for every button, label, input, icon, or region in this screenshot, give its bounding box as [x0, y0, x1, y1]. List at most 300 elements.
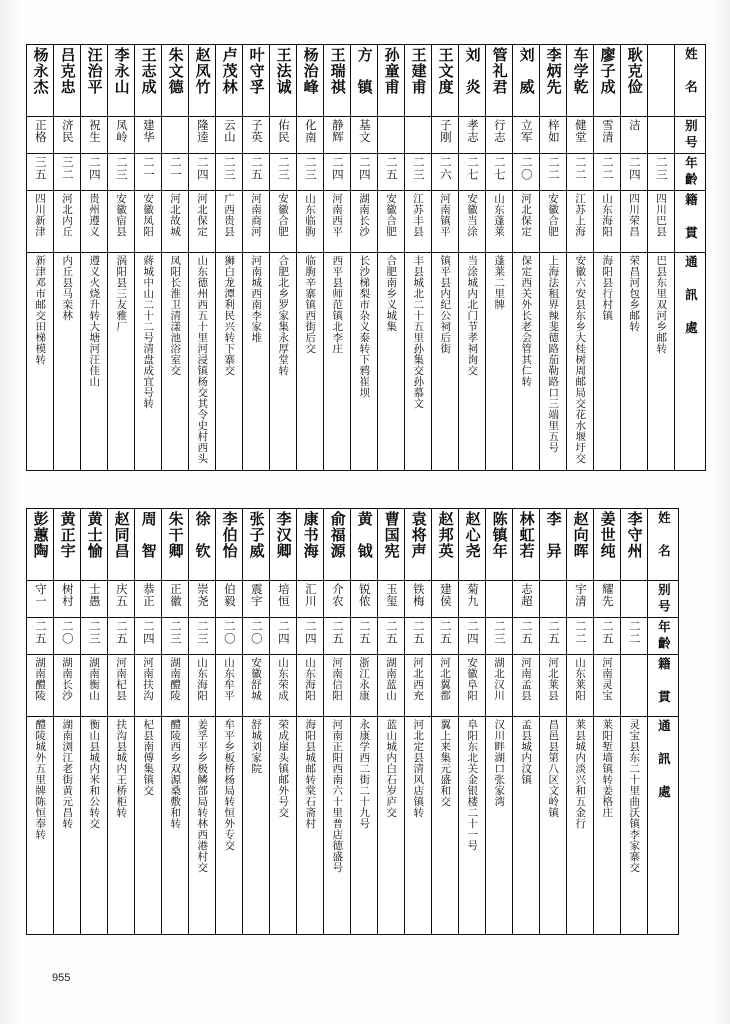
cell-address-5-text: 蔣城中山二十二号清盘成宜号转 — [142, 255, 155, 409]
cell-name-22-text: 廖子成 — [598, 47, 617, 95]
cell-address-23 — [621, 717, 648, 935]
cell-alias-7-text: 崇尧 — [195, 583, 210, 607]
cell-name-18 — [486, 45, 513, 117]
cell-origin-18 — [486, 191, 513, 253]
cell-age-8 — [216, 154, 243, 191]
cell-alias-5-text: 建华 — [141, 119, 156, 143]
cell-address-19-text: 保定西关外长老会管其仁转 — [520, 255, 533, 387]
cell-alias-11 — [297, 117, 324, 154]
cell-alias-11-text: 汇川 — [303, 583, 318, 607]
header-age — [675, 154, 706, 191]
cell-age-7 — [189, 618, 216, 655]
cell-address-7 — [189, 717, 216, 935]
cell-age-13-text: 二四 — [357, 156, 372, 181]
cell-age-11-text: 二三 — [303, 156, 318, 181]
header-alias-text: 别号 — [656, 583, 672, 616]
row-origin — [27, 191, 706, 253]
cell-alias-11 — [297, 581, 324, 618]
cell-origin-17 — [459, 191, 486, 253]
cell-age-5-text: 二四 — [141, 620, 156, 645]
cell-origin-3-text: 贵州遵义 — [88, 193, 101, 237]
cell-name-21-text: 赵向晖 — [571, 511, 590, 559]
cell-origin-8-text: 山东牟平 — [223, 657, 236, 701]
cell-age-2 — [54, 154, 81, 191]
cell-address-22 — [594, 717, 621, 935]
cell-alias-2-text: 济民 — [60, 119, 75, 143]
cell-alias-13 — [351, 117, 378, 154]
cell-address-9 — [243, 717, 270, 935]
cell-address-3-text: 遵义火烧升转大塘河汪佳山 — [88, 255, 101, 387]
cell-age-15-text: 二五 — [411, 620, 426, 645]
cell-age-22 — [594, 154, 621, 191]
cell-origin-22 — [594, 655, 621, 717]
cell-age-17-text: 二四 — [465, 620, 480, 645]
cell-origin-19 — [513, 191, 540, 253]
cell-age-18-text: 二七 — [492, 156, 507, 181]
cell-address-3-text: 衡山县城内米和公转交 — [88, 719, 101, 829]
cell-alias-21 — [567, 117, 594, 154]
cell-age-14 — [378, 154, 405, 191]
cell-origin-7-text: 河北保定 — [196, 193, 209, 237]
cell-address-9 — [243, 253, 270, 471]
row-age — [27, 618, 679, 655]
cell-address-9-text: 河南城西南李家堆 — [250, 255, 263, 343]
cell-name-17-text: 刘 炎 — [463, 47, 482, 95]
cell-origin-1-text: 四川新津 — [34, 193, 47, 237]
cell-alias-12-text: 静辉 — [330, 119, 345, 143]
cell-name-7 — [189, 45, 216, 117]
cell-address-21 — [567, 717, 594, 935]
cell-address-8 — [216, 253, 243, 471]
row-name — [27, 45, 706, 117]
cell-name-7 — [189, 509, 216, 581]
cell-origin-11 — [297, 655, 324, 717]
cell-alias-13-text: 基文 — [357, 119, 372, 143]
cell-name-15 — [405, 45, 432, 117]
cell-origin-8 — [216, 191, 243, 253]
cell-age-2 — [54, 618, 81, 655]
cell-alias-15-text: 铁梅 — [411, 583, 426, 607]
cell-age-14-text: 二五 — [384, 620, 399, 645]
cell-address-23-text: 荣昌河包乡邮转 — [628, 255, 641, 332]
header-address — [675, 253, 706, 471]
cell-age-2-text: 三二 — [60, 156, 75, 181]
cell-name-4 — [108, 509, 135, 581]
cell-age-17-text: 二七 — [465, 156, 480, 181]
cell-address-14 — [378, 717, 405, 935]
cell-alias-15 — [405, 581, 432, 618]
cell-age-12 — [324, 154, 351, 191]
cell-origin-21 — [567, 191, 594, 253]
cell-name-8-text: 李伯怡 — [220, 511, 239, 559]
cell-address-11-text: 海阳县城邮转棠石斋村 — [304, 719, 317, 829]
cell-alias-13-text: 锐侬 — [357, 583, 372, 607]
cell-name-22 — [594, 509, 621, 581]
cell-address-11 — [297, 717, 324, 935]
cell-address-18-text: 汉川畔湖口张家湾 — [493, 719, 506, 807]
cell-alias-14 — [378, 117, 405, 154]
cell-origin-20-text: 河北莱县 — [547, 657, 560, 701]
cell-name-23 — [621, 45, 648, 117]
cell-name-1 — [27, 509, 54, 581]
cell-age-23-text: 二四 — [627, 156, 642, 181]
cell-alias-17 — [459, 581, 486, 618]
cell-origin-18 — [486, 655, 513, 717]
cell-age-20-text: 二五 — [546, 620, 561, 645]
cell-age-19 — [513, 154, 540, 191]
cell-origin-13-text: 浙江永康 — [358, 657, 371, 701]
cell-address-13 — [351, 717, 378, 935]
cell-age-21 — [567, 154, 594, 191]
cell-name-11 — [297, 45, 324, 117]
cell-name-18-text: 管礼君 — [490, 47, 509, 95]
cell-address-5 — [135, 253, 162, 471]
cell-name-13 — [351, 45, 378, 117]
cell-name-4-text: 李永山 — [112, 47, 131, 95]
cell-age-22-text: 二二 — [600, 156, 615, 181]
cell-origin-2 — [54, 191, 81, 253]
cell-origin-16-text: 河北翼都 — [439, 657, 452, 701]
cell-name-18-text: 陈镇年 — [490, 511, 509, 559]
cell-age-7-text: 二三 — [195, 620, 210, 645]
cell-age-6 — [162, 618, 189, 655]
cell-origin-17-text: 安徽当涂 — [466, 193, 479, 237]
cell-name-16 — [432, 509, 459, 581]
cell-origin-13-text: 湖南长沙 — [358, 193, 371, 237]
cell-origin-14-text: 安徽合肥 — [385, 193, 398, 237]
cell-age-21-text: 二二 — [573, 620, 588, 645]
cell-origin-1 — [27, 191, 54, 253]
cell-alias-14-text: 玉玺 — [384, 583, 399, 607]
cell-address-15 — [405, 253, 432, 471]
cell-age-21 — [567, 618, 594, 655]
cell-age-15-text: 二三 — [411, 156, 426, 181]
cell-origin-3-text: 湖南衡山 — [88, 657, 101, 701]
cell-alias-1-text: 守一 — [33, 583, 48, 607]
cell-alias-21-text: 健堂 — [573, 119, 588, 143]
row-alias — [27, 117, 706, 154]
cell-age-7 — [189, 154, 216, 191]
cell-origin-7-text: 山东海阳 — [196, 657, 209, 701]
cell-alias-24 — [648, 117, 675, 154]
header-name-text: 姓 名 — [683, 47, 699, 97]
cell-age-3-text: 二四 — [87, 156, 102, 181]
cell-address-16 — [432, 717, 459, 935]
cell-name-16 — [432, 45, 459, 117]
cell-age-10 — [270, 154, 297, 191]
header-alias — [675, 117, 706, 154]
cell-origin-14-text: 湖南蓝山 — [385, 657, 398, 701]
cell-age-9-text: 二五 — [249, 156, 264, 181]
cell-origin-11-text: 山东海阳 — [304, 657, 317, 701]
cell-address-7 — [189, 253, 216, 471]
cell-name-14 — [378, 509, 405, 581]
cell-alias-8-text: 伯毅 — [222, 583, 237, 607]
cell-address-22 — [594, 253, 621, 471]
cell-address-11 — [297, 253, 324, 471]
cell-address-3 — [81, 253, 108, 471]
cell-origin-9 — [243, 655, 270, 717]
header-origin — [675, 191, 706, 253]
cell-name-12-text: 俞福源 — [328, 511, 347, 559]
cell-alias-17-text: 孝志 — [465, 119, 480, 143]
cell-origin-15 — [405, 191, 432, 253]
cell-alias-19 — [513, 581, 540, 618]
cell-address-6 — [162, 717, 189, 935]
cell-name-7-text: 赵凤竹 — [193, 47, 212, 95]
cell-age-19-text: 二〇 — [519, 156, 534, 181]
cell-age-4-text: 二五 — [114, 620, 129, 645]
cell-age-15 — [405, 618, 432, 655]
cell-alias-19 — [513, 117, 540, 154]
cell-origin-24-text: 四川巴县 — [655, 193, 668, 237]
cell-name-10 — [270, 509, 297, 581]
cell-name-13-text: 黄 钺 — [355, 511, 374, 559]
cell-age-23 — [621, 154, 648, 191]
cell-name-23 — [621, 509, 648, 581]
cell-address-22-text: 莱阳堑墙镇转姜格庄 — [601, 719, 614, 818]
cell-address-5-text: 杞县南傅集镇交 — [142, 719, 155, 796]
cell-address-24-text: 巴县东里双河乡邮转 — [655, 255, 668, 354]
cell-age-10-text: 二三 — [276, 156, 291, 181]
cell-origin-9-text: 安徽舒城 — [250, 657, 263, 701]
cell-age-1-text: 三五 — [33, 156, 48, 181]
cell-name-19 — [513, 45, 540, 117]
cell-address-1 — [27, 717, 54, 935]
cell-age-11-text: 二四 — [303, 620, 318, 645]
cell-name-8 — [216, 45, 243, 117]
cell-address-15-text: 丰县城北二十五里孙集交孙慕文 — [412, 255, 425, 409]
cell-age-5 — [135, 618, 162, 655]
header-origin — [648, 655, 679, 717]
cell-origin-22 — [594, 191, 621, 253]
cell-alias-1 — [27, 117, 54, 154]
cell-age-8-text: 二三 — [222, 156, 237, 181]
cell-alias-2 — [54, 117, 81, 154]
cell-name-4-text: 赵同昌 — [112, 511, 131, 559]
cell-age-20 — [540, 618, 567, 655]
cell-alias-6 — [162, 117, 189, 154]
cell-origin-15-text: 江苏丰县 — [412, 193, 425, 237]
cell-address-4-text: 扶沟县城内王桥柜转 — [115, 719, 128, 818]
cell-address-18 — [486, 717, 513, 935]
cell-alias-4 — [108, 581, 135, 618]
cell-origin-23 — [621, 191, 648, 253]
cell-address-1-text: 醴陵城外五里牌陈恒奉转 — [34, 719, 47, 840]
cell-alias-18 — [486, 581, 513, 618]
cell-name-2 — [54, 509, 81, 581]
cell-origin-14 — [378, 191, 405, 253]
cell-origin-9 — [243, 191, 270, 253]
cell-origin-15-text: 河北西充 — [412, 657, 425, 701]
cell-origin-6 — [162, 655, 189, 717]
cell-alias-15 — [405, 117, 432, 154]
cell-age-16-text: 二五 — [438, 620, 453, 645]
cell-age-23-text: 二二 — [627, 620, 642, 645]
cell-alias-5 — [135, 117, 162, 154]
row-age — [27, 154, 706, 191]
cell-address-3 — [81, 717, 108, 935]
cell-alias-23 — [621, 581, 648, 618]
cell-address-17-text: 当涂城内北门节孝祠询交 — [466, 255, 479, 376]
header-address-text: 通 訊 處 — [656, 719, 672, 802]
cell-origin-6-text: 湖南醴陵 — [169, 657, 182, 701]
cell-origin-17-text: 安徽阜阳 — [466, 657, 479, 701]
cell-alias-1 — [27, 581, 54, 618]
cell-age-12-text: 二四 — [330, 156, 345, 181]
cell-name-20-text: 李 异 — [544, 511, 563, 559]
cell-alias-10-text: 培恒 — [276, 583, 291, 607]
cell-alias-16 — [432, 581, 459, 618]
cell-alias-20-text: 梓如 — [546, 119, 561, 143]
cell-alias-14 — [378, 581, 405, 618]
header-origin-text: 籍 貫 — [683, 193, 699, 243]
header-address-text: 通 訊 處 — [683, 255, 699, 338]
cell-name-22 — [594, 45, 621, 117]
header-age-text: 年齡 — [683, 156, 699, 189]
cell-address-17 — [459, 717, 486, 935]
cell-address-4 — [108, 717, 135, 935]
cell-address-12-text: 西平县师范镇北李庄 — [331, 255, 344, 354]
cell-address-23 — [621, 253, 648, 471]
cell-name-19-text: 刘 威 — [517, 47, 536, 95]
cell-origin-1-text: 湖南醴陵 — [34, 657, 47, 701]
register-table-top — [26, 44, 706, 471]
cell-age-7-text: 二四 — [195, 156, 210, 181]
cell-name-13 — [351, 509, 378, 581]
cell-alias-21 — [567, 581, 594, 618]
cell-age-3 — [81, 154, 108, 191]
cell-alias-22-text: 雪清 — [600, 119, 615, 143]
cell-address-12 — [324, 717, 351, 935]
cell-name-6 — [162, 509, 189, 581]
cell-address-6 — [162, 253, 189, 471]
header-age-text: 年齡 — [656, 620, 672, 653]
cell-name-15-text: 王建甫 — [409, 47, 428, 95]
cell-address-2-text: 内丘县马栾林 — [61, 255, 74, 321]
cell-age-17 — [459, 618, 486, 655]
cell-address-13 — [351, 253, 378, 471]
page-edge-shadow-right — [712, 0, 730, 1024]
cell-alias-22 — [594, 581, 621, 618]
cell-age-1-text: 二五 — [33, 620, 48, 645]
cell-age-16 — [432, 154, 459, 191]
cell-alias-21-text: 宇清 — [573, 583, 588, 607]
page-number: 955 — [52, 972, 71, 984]
cell-name-20 — [540, 509, 567, 581]
cell-origin-12-text: 河南西平 — [331, 193, 344, 237]
cell-alias-8-text: 云山 — [222, 119, 237, 143]
cell-alias-7 — [189, 581, 216, 618]
cell-name-2 — [54, 45, 81, 117]
cell-alias-5 — [135, 581, 162, 618]
cell-age-20 — [540, 154, 567, 191]
cell-alias-17 — [459, 117, 486, 154]
cell-name-3 — [81, 45, 108, 117]
cell-name-4 — [108, 45, 135, 117]
cell-address-15-text: 河北定县清风店镇转 — [412, 719, 425, 818]
cell-age-16-text: 二六 — [438, 156, 453, 181]
cell-age-21-text: 二二 — [573, 156, 588, 181]
cell-address-10 — [270, 253, 297, 471]
cell-address-16-text: 翼上来集元盛和交 — [439, 719, 452, 807]
cell-alias-7 — [189, 117, 216, 154]
cell-name-12 — [324, 509, 351, 581]
cell-address-19-text: 孟县城内汶镇 — [520, 719, 533, 785]
cell-origin-4-text: 安徽宿县 — [115, 193, 128, 237]
cell-name-9-text: 张子威 — [247, 511, 266, 559]
cell-origin-5 — [135, 655, 162, 717]
cell-address-4-text: 涡阳县三友雅厂 — [115, 255, 128, 332]
cell-age-14-text: 二五 — [384, 156, 399, 181]
cell-origin-2-text: 河北内丘 — [61, 193, 74, 237]
cell-origin-22-text: 山东海阳 — [601, 193, 614, 237]
cell-origin-4 — [108, 191, 135, 253]
cell-alias-3 — [81, 581, 108, 618]
cell-origin-3 — [81, 191, 108, 253]
row-alias — [27, 581, 679, 618]
cell-origin-13 — [351, 191, 378, 253]
cell-name-8-text: 卢茂林 — [220, 47, 239, 95]
cell-alias-1-text: 正格 — [33, 119, 48, 143]
cell-name-17-text: 赵心尧 — [463, 511, 482, 559]
cell-address-9-text: 舒城刘家院 — [250, 719, 263, 774]
cell-age-2-text: 二〇 — [60, 620, 75, 645]
cell-alias-12 — [324, 581, 351, 618]
cell-origin-22-text: 河南灵宝 — [601, 657, 614, 701]
cell-address-1 — [27, 253, 54, 471]
cell-address-16-text: 镇平县内纪公祠后街 — [439, 255, 452, 354]
cell-age-22 — [594, 618, 621, 655]
cell-alias-17-text: 菊九 — [465, 583, 480, 607]
cell-origin-2-text: 湖南长沙 — [61, 657, 74, 701]
cell-origin-23 — [621, 655, 648, 717]
cell-alias-3-text: 祝生 — [87, 119, 102, 143]
cell-origin-20 — [540, 655, 567, 717]
cell-address-4 — [108, 253, 135, 471]
cell-age-17 — [459, 154, 486, 191]
cell-alias-9-text: 震宇 — [249, 583, 264, 607]
cell-age-4-text: 二三 — [114, 156, 129, 181]
cell-name-11 — [297, 509, 324, 581]
cell-name-15 — [405, 509, 432, 581]
cell-name-1-text: 彭蕙陶 — [31, 511, 50, 559]
cell-alias-8 — [216, 117, 243, 154]
cell-address-16 — [432, 253, 459, 471]
cell-origin-12-text: 河南信阳 — [331, 657, 344, 701]
row-address — [27, 253, 706, 471]
cell-address-10 — [270, 717, 297, 935]
cell-age-10 — [270, 618, 297, 655]
cell-address-7-text: 姜孚平乡极鳞部局转林西港村交 — [196, 719, 209, 873]
cell-alias-6 — [162, 581, 189, 618]
cell-origin-10-text: 安徽合肥 — [277, 193, 290, 237]
cell-alias-18 — [486, 117, 513, 154]
cell-name-16-text: 王文度 — [436, 47, 455, 95]
cell-address-11-text: 临朐辛寨镇西街后交 — [304, 255, 317, 354]
cell-name-21 — [567, 45, 594, 117]
cell-address-14 — [378, 253, 405, 471]
cell-name-1-text: 杨永杰 — [31, 47, 50, 95]
cell-address-1-text: 新津邓市邮交田梯模转 — [34, 255, 47, 365]
cell-origin-5 — [135, 191, 162, 253]
cell-address-20-text: 昌邑县第八区文岭镇 — [547, 719, 560, 818]
cell-address-19 — [513, 253, 540, 471]
header-alias-text: 别号 — [683, 119, 699, 152]
cell-age-15 — [405, 154, 432, 191]
cell-name-24 — [648, 45, 675, 117]
cell-origin-23-text: 四川荣昌 — [628, 193, 641, 237]
